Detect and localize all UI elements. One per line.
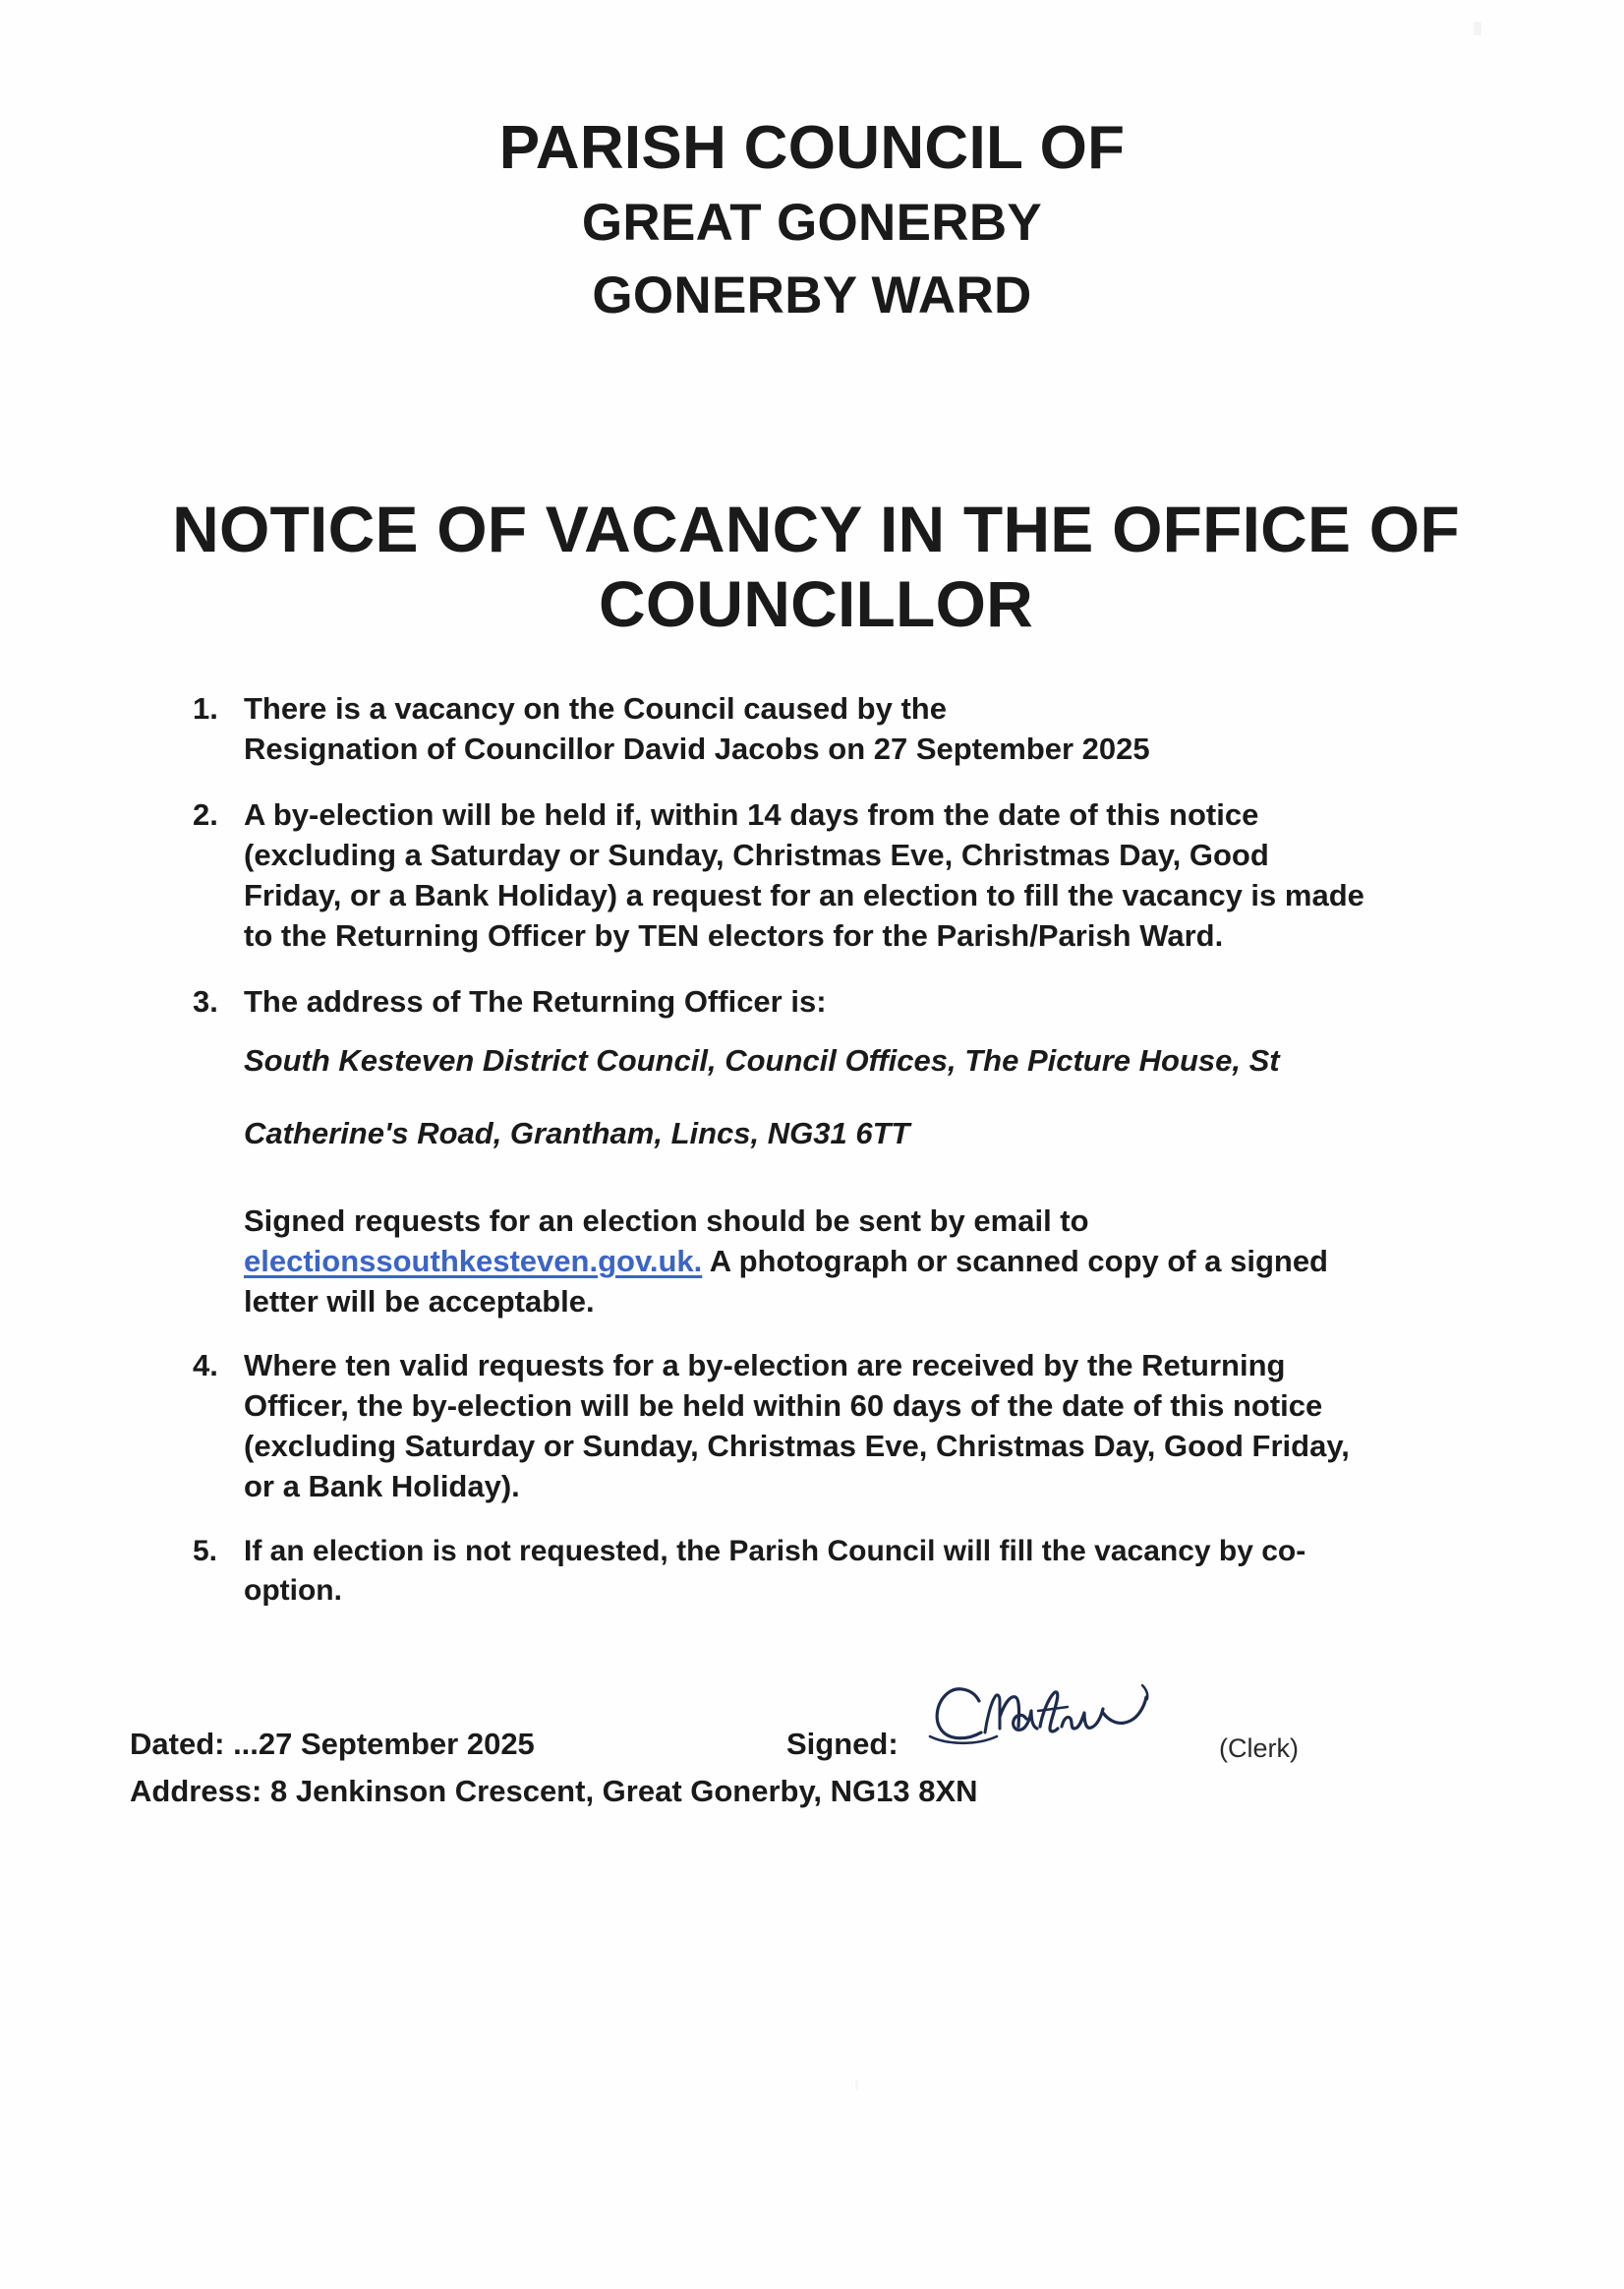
- clerk-label: (Clerk): [1219, 1733, 1299, 1763]
- elections-email-link[interactable]: electionssouthkesteven.gov.uk.: [244, 1244, 703, 1278]
- clause-number: 3.: [193, 984, 218, 1019]
- clause-line: Resignation of Councillor David Jacobs on 27 September 2025: [244, 732, 1150, 766]
- clause-number: 2.: [193, 797, 218, 832]
- scan-artifact-lower: [855, 2081, 858, 2089]
- email-after-text: A photograph or scanned copy of a signed: [702, 1244, 1328, 1278]
- clause-line: A by-election will be held if, within 14 days from the date of this notice: [244, 797, 1259, 832]
- clause-line: Officer, the by-election will be held within 60 days of the date of this notice: [244, 1388, 1323, 1423]
- clause-text: [244, 1532, 1549, 1611]
- scan-artifact: [1474, 22, 1481, 35]
- clause-text: [244, 794, 1549, 956]
- clause-number: 5.: [193, 1535, 218, 1567]
- signed-label: Signed:: [786, 1727, 899, 1761]
- footer-row-dated-signed: [130, 1723, 1526, 1768]
- clause-list: [193, 688, 1549, 1611]
- returning-officer-address-line-2: Catherine's Road, Grantham, Lincs, NG31 6TT: [244, 1116, 910, 1150]
- clause-line: If an election is not requested, the Parish Council will fill the vacancy by co-: [244, 1535, 1306, 1567]
- clause-line: (excluding a Saturday or Sunday, Christmas Eve, Christmas Day, Good: [244, 838, 1269, 872]
- clause-text: [244, 688, 1549, 769]
- council-title-line-1: PARISH COUNCIL OF: [498, 114, 1126, 182]
- council-title-line-2: GREAT GONERBY: [581, 194, 1043, 252]
- email-instruction-block: [244, 1201, 1549, 1321]
- list-item: [193, 794, 1549, 956]
- clerk-address-row: [130, 1770, 1526, 1813]
- clause-line: option.: [244, 1574, 342, 1607]
- returning-officer-address-line-1: South Kesteven District Council, Council Offices, The Picture House, St: [244, 1043, 1280, 1078]
- list-item: [193, 1345, 1549, 1506]
- clause-line: to the Returning Officer by TEN electors for the Parish/Parish Ward.: [244, 918, 1224, 953]
- council-title-line-3: GONERBY WARD: [592, 266, 1032, 324]
- clause-line: (excluding Saturday or Sunday, Christmas Eve, Christmas Day, Good Friday,: [244, 1429, 1350, 1463]
- email-intro-text: Signed requests for an election should be sent by email to: [244, 1203, 1089, 1238]
- clause-line: Where ten valid requests for a by-election are received by the Returning: [244, 1348, 1286, 1382]
- signature-mark: [924, 1675, 1180, 1766]
- clause-line: Friday, or a Bank Holiday) a request for an election to fill the vacancy is made: [244, 878, 1364, 912]
- clause-number: 4.: [193, 1348, 218, 1382]
- signature-footer: [130, 1723, 1526, 1811]
- clause-text: [244, 1345, 1549, 1506]
- clause-number: 1.: [193, 691, 218, 726]
- clause-line: or a Bank Holiday).: [244, 1469, 520, 1503]
- list-item: [193, 1532, 1549, 1611]
- clause-text: [244, 981, 1549, 1321]
- list-item: [193, 688, 1549, 769]
- clause-line: There is a vacancy on the Council caused by the: [244, 691, 947, 726]
- page-title: NOTICE OF VACANCY IN THE OFFICE OF COUNCILLOR: [172, 493, 1460, 640]
- clerk-address-text: Address: 8 Jenkinson Crescent, Great Gonerby, NG13 8XN: [130, 1774, 978, 1808]
- clause-line: The address of The Returning Officer is:: [244, 984, 827, 1019]
- list-item: [193, 981, 1549, 1321]
- dated-text: Dated: ...27 September 2025: [130, 1727, 535, 1761]
- email-tail-text: letter will be acceptable.: [244, 1284, 595, 1319]
- email-link-line: [244, 1241, 1549, 1281]
